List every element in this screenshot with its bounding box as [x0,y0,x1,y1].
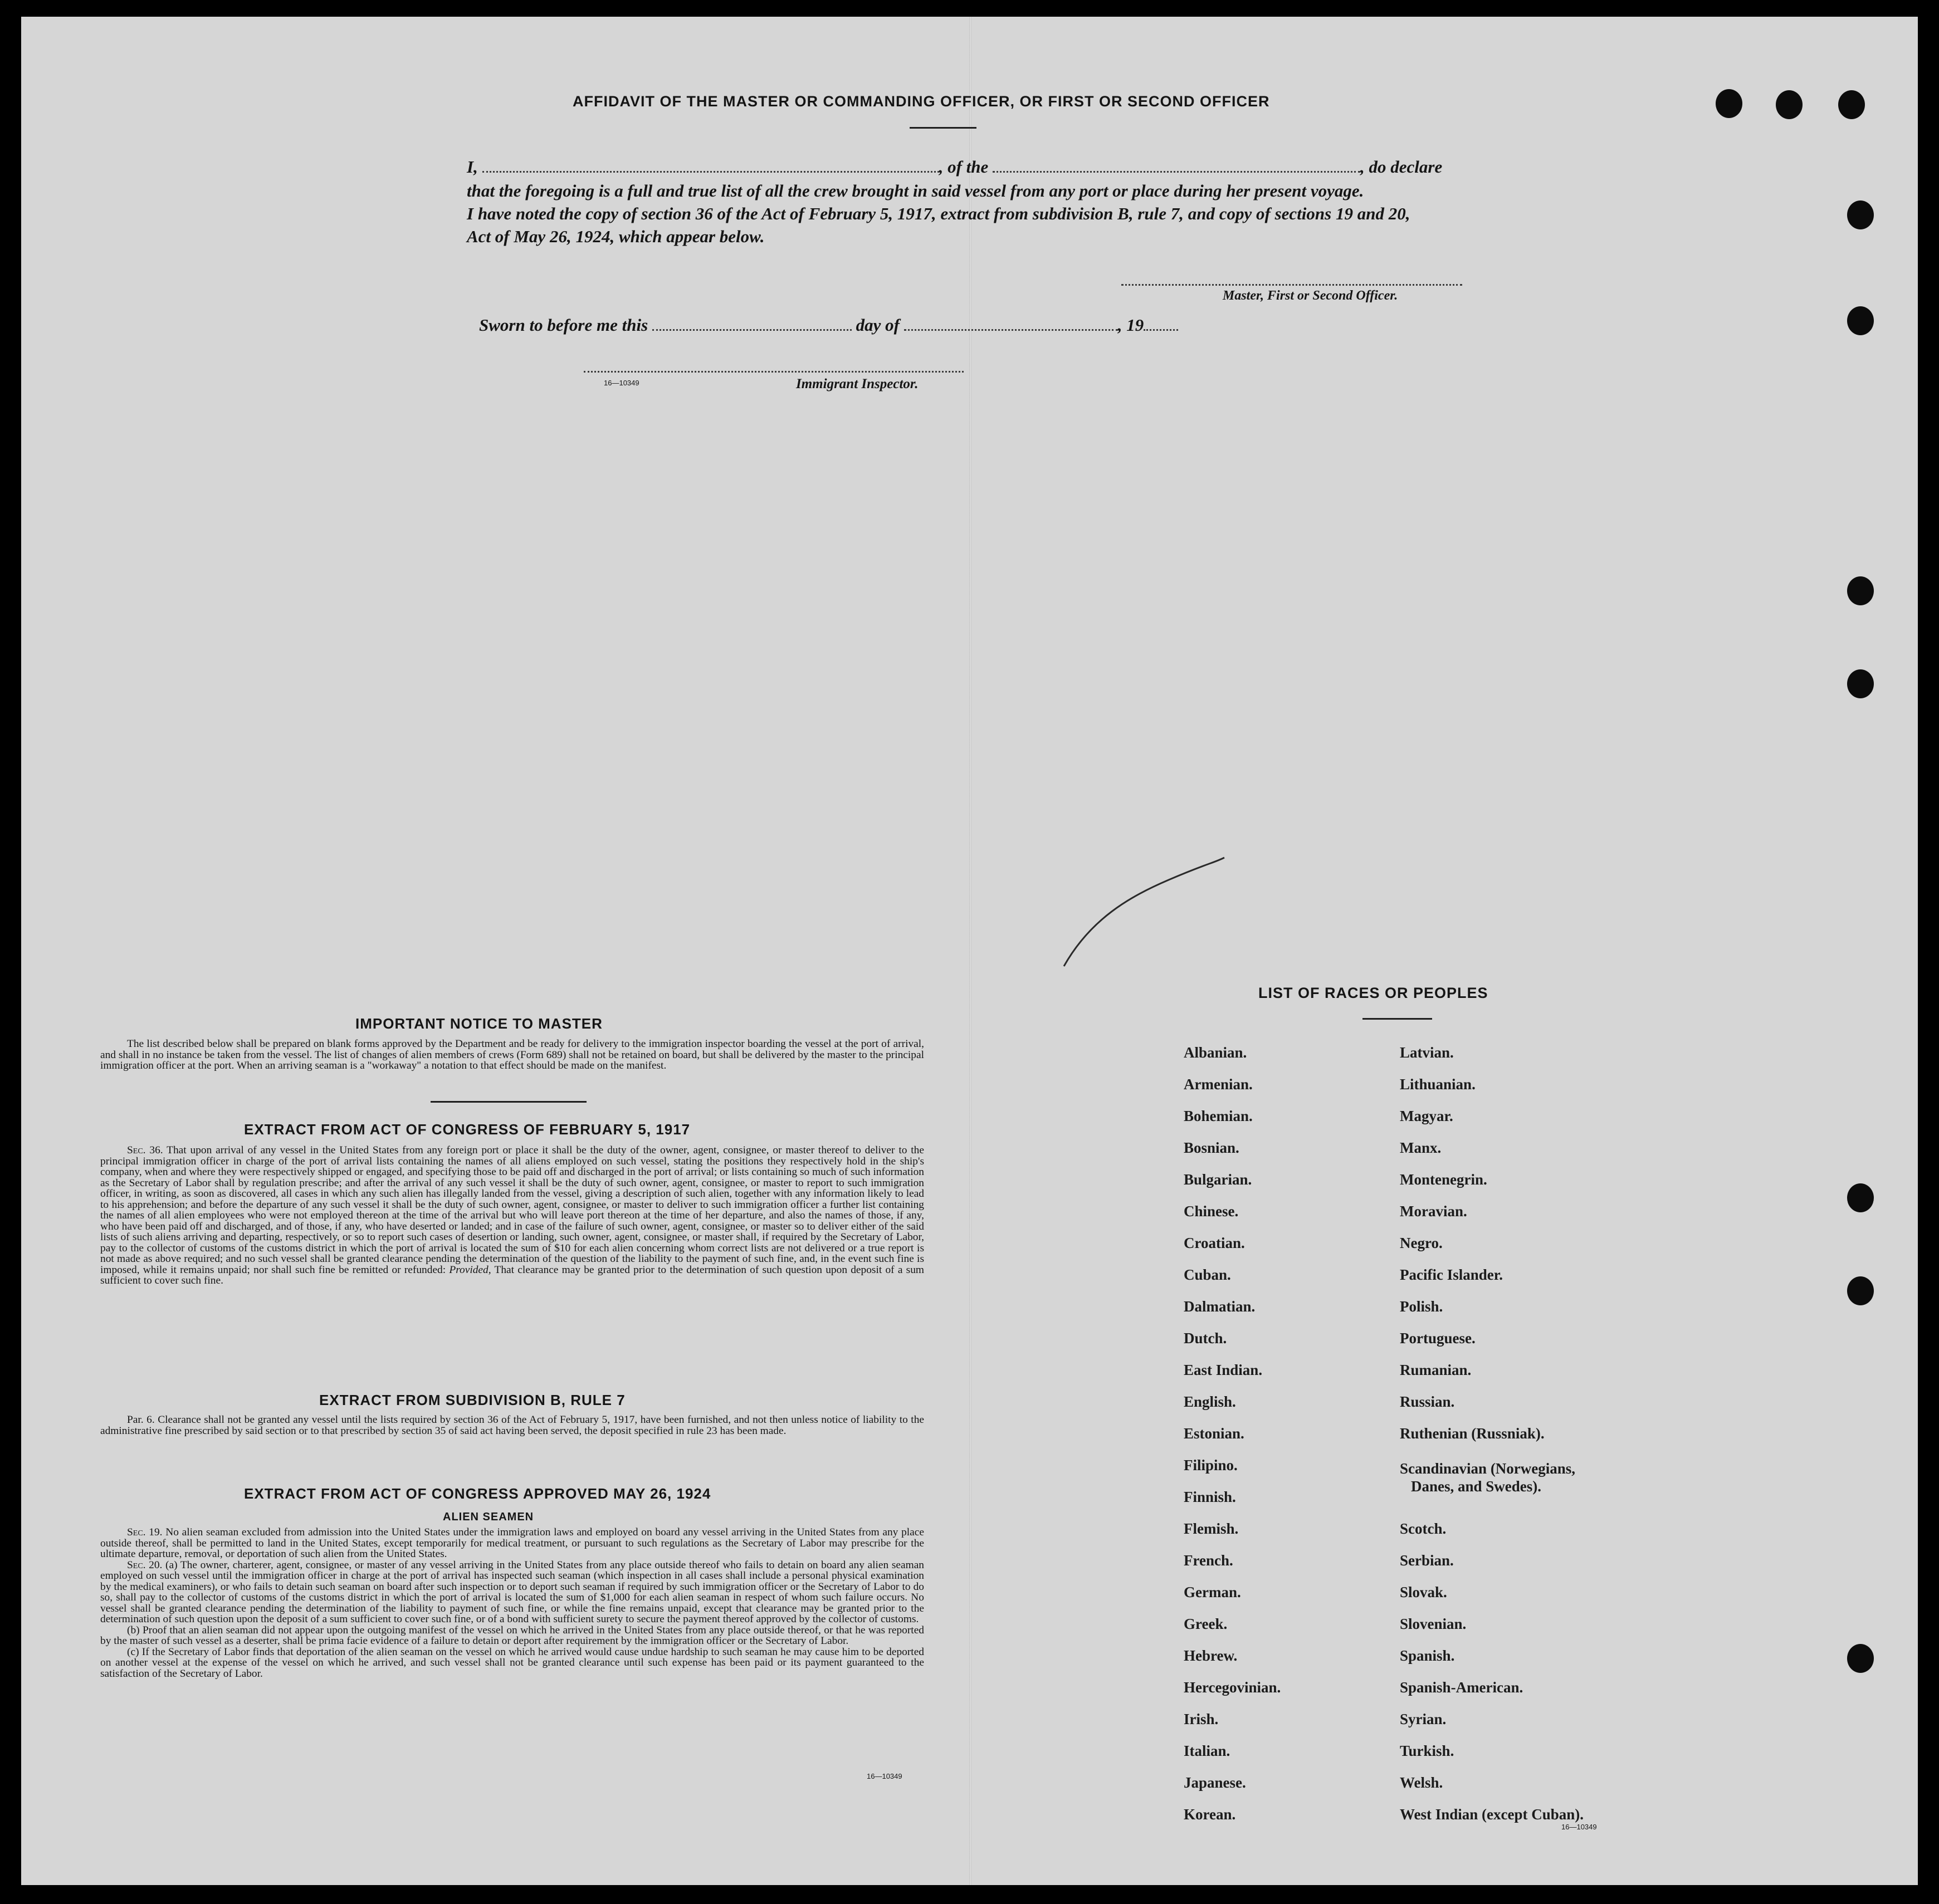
race-item: Latvian. [1400,1044,1454,1061]
sworn-day-of: day of [856,315,900,335]
races-title: LIST OF RACES OR PEOPLES [1258,985,1488,1001]
extract-1917-paragraph [100,1145,924,1286]
extract-form-number: 16—10349 [867,1772,902,1780]
punch-hole [1847,1183,1874,1212]
affidavit-declare: , do declare [1360,157,1443,177]
race-item: Spanish. [1400,1647,1455,1664]
extract-1917-text [100,1145,924,1286]
extract-1924-title: EXTRACT FROM ACT OF CONGRESS APPROVED MAY 26, 1924 [244,1485,711,1502]
notice-text [100,1039,924,1071]
sec36-text: That upon arrival of any vessel in the United States from any foreign port or place it shall be the duty of the owner, agent, consignee, or master thereof to deliver to the principal immigration officer in charge of the port of arrival lists containing the names of all aliens employed on such vessel, stating the positions they respectively hold in the ship's company, when and where they were respectively shipped or engaged, and specifying those to be paid off and discharged in the port of arrival; or lists containing so much of such information as the Secretary of Labor shall by regulation prescribe; and after the arrival of any such vessel it shall be the duty of such owner, agent, consignee, or master to report to such immigration officer, in writing, as soon as discovered, all cases in which any such alien has illegally landed from the vessel, giving a description of such alien, together with any information likely to lead to his apprehension; and before the departure of any such vessel it shall be the duty of such owner, agent, consignee, or master to deliver to such immigration officer a further list containing the names of all alien employees who were not employed thereon at the time of the arrival but who will leave port thereon at the time of her departure, and also the names of those, if any, who have been paid off and discharged, and of those, if any, who have deserted or landed; and in case of the failure of such owner, agent, consignee, or master so to deliver either of the said lists of such aliens arriving and departing, respectively, or so to report such cases of desertion or landing, such owner, agent, consignee, or master shall, if required by the Secretary of Labor, pay to the collector of customs of the customs district in which the port of arrival is located the sum of $10 for each alien concerning whom correct lists are not delivered or a true report is not made as above required; and no such vessel shall be granted clearance pending the determination of the question of the liability to the payment of such fine, and, in the event such fine is imposed, while it remains unpaid; nor shall such fine be remitted or refunded: [100,1144,924,1276]
extract-rule7-text [100,1414,924,1436]
race-item: Montenegrin. [1400,1171,1487,1188]
race-item: Spanish-American. [1400,1679,1523,1696]
sec19-paragraph [100,1527,924,1560]
affidavit-line-2: that the foregoing is a full and true list of all the crew brought in said vessel from any port or place during her present voyage. [467,181,1364,200]
punch-hole [1716,89,1742,118]
vessel-field[interactable] [993,159,1360,173]
affidavit-line-1 [467,157,1442,177]
inspector-signature-line[interactable] [584,371,964,373]
extract-rule7-title: EXTRACT FROM SUBDIVISION B, RULE 7 [319,1392,626,1408]
sec20-label: Sec. 20. [127,1559,163,1571]
signature-caption: Master, First or Second Officer. [1223,288,1398,303]
inspector-caption: Immigrant Inspector. [796,376,919,391]
sworn-day-field[interactable] [652,317,852,331]
signature-line[interactable] [1121,284,1462,286]
race-item: Syrian. [1400,1711,1447,1727]
sworn-year-field[interactable] [1144,317,1178,331]
extract-1924-text [100,1527,924,1679]
race-item: Portuguese. [1400,1330,1476,1347]
race-item: Finnish. [1184,1489,1236,1505]
extract-rule7-paragraph: Par. 6. Clearance shall not be granted any vessel until the lists required by section 36 of the Act of February 5, 1917, have been furnished, and not then unless notice of liability to the administrative fine prescribed by said section or to that prescribed by section 35 of said act having been served, the deposit specified in rule 23 has been made. [100,1414,924,1437]
race-item: Filipino. [1184,1457,1238,1474]
race-item: German. [1184,1584,1241,1600]
race-item: Welsh. [1400,1774,1443,1791]
race-item: Slovak. [1400,1584,1447,1600]
race-item: Estonian. [1184,1425,1244,1442]
race-item: Ruthenian (Russniak). [1400,1425,1545,1442]
race-item: Moravian. [1400,1203,1467,1220]
sworn-line [479,315,1178,335]
races-form-number: 16—10349 [1561,1823,1597,1831]
punch-hole [1847,576,1874,605]
race-item: Cuban. [1184,1266,1231,1283]
race-item: Chinese. [1184,1203,1239,1220]
section-rule [431,1101,587,1103]
punch-hole [1776,90,1803,119]
race-item: Pacific Islander. [1400,1266,1503,1283]
race-item: Magyar. [1400,1108,1453,1124]
race-item: Bulgarian. [1184,1171,1252,1188]
race-item: Greek. [1184,1616,1228,1632]
punch-hole [1847,200,1874,229]
provided-word: Provided, [449,1264,491,1276]
race-item: Scandinavian (Norwegians, [1400,1460,1576,1477]
race-item: Bohemian. [1184,1108,1253,1124]
sec20a-paragraph [100,1560,924,1625]
affidavit-title: AFFIDAVIT OF THE MASTER OR COMMANDING OFFICER, OR FIRST OR SECOND OFFICER [573,93,1270,110]
race-item: Bosnian. [1184,1139,1239,1156]
notice-title: IMPORTANT NOTICE TO MASTER [355,1015,603,1032]
race-item: French. [1184,1552,1233,1569]
race-item: Korean. [1184,1806,1236,1823]
affidavit-line-4: Act of May 26, 1924, which appear below. [467,227,765,246]
punch-hole [1847,669,1874,698]
race-item: Hebrew. [1184,1647,1238,1664]
sec36-text-end: That clearance may be granted prior to the determination of such question upon deposit of a sum sufficient to cover such fine. [100,1264,924,1286]
sec19-label: Sec. 19. [127,1526,163,1538]
extract-1924-subtitle: ALIEN SEAMEN [443,1511,534,1523]
race-item: Flemish. [1184,1520,1239,1537]
sec36-label: Sec. 36. [127,1144,163,1156]
race-item: Polish. [1400,1298,1443,1315]
race-item: Japanese. [1184,1774,1246,1791]
race-item: Armenian. [1184,1076,1253,1093]
affidavit-of-the: , of the [939,157,989,177]
affidavit-i: I, [467,157,478,177]
race-item: Turkish. [1400,1743,1454,1759]
title-rule [910,127,976,129]
race-item: Scotch. [1400,1520,1447,1537]
race-item: Slovenian. [1400,1616,1467,1632]
race-item: Lithuanian. [1400,1076,1476,1093]
sec20b-paragraph: (b) Proof that an alien seaman did not appear upon the outgoing manifest of the vessel on which he arrived in the United States from any place outside thereof, or that he was reported by the master of such vessel as a deserter, shall be prima facie evidence of a failure to detain or deport after requirement by the immigration officer or the Secretary of Labor. [100,1624,924,1647]
affidavit-form-number: 16—10349 [604,379,639,387]
pen-mark [1057,841,1235,975]
punch-hole [1847,1276,1874,1305]
sworn-prefix: Sworn to before me this [479,315,648,335]
race-item: Negro. [1400,1235,1443,1251]
races-rule [1362,1018,1432,1020]
race-item: Russian. [1400,1393,1455,1410]
race-item: Hercegovinian. [1184,1679,1281,1696]
sworn-month-field[interactable] [904,317,1118,331]
race-item: East Indian. [1184,1362,1263,1378]
race-item: Dalmatian. [1184,1298,1256,1315]
race-item: English. [1184,1393,1236,1410]
race-item: Croatian. [1184,1235,1245,1251]
notice-paragraph: The list described below shall be prepared on blank forms approved by the Department and be ready for delivery to the immigration inspector boarding the vessel at the port of arrival, and shall in no instance be taken from the vessel. The list of changes of alien members of crews (Form 689) shall not be retained on board, but shall be delivered by the master to the principal immigration officer at the port. When an arriving seaman is a "workaway" a notation to that effect should be made on the manifest. [100,1038,924,1071]
document-page [21,17,1918,1885]
punch-hole [1838,90,1865,119]
race-item: West Indian (except Cuban). [1400,1806,1584,1823]
race-item: Albanian. [1184,1044,1247,1061]
race-item: Irish. [1184,1711,1219,1727]
race-item: Manx. [1400,1139,1442,1156]
sworn-year: , 19 [1117,315,1144,335]
affidavit-line-3: I have noted the copy of section 36 of the Act of February 5, 1917, extract from subdivision B, rule 7, and copy of sections 19 and 20, [467,204,1410,223]
punch-hole [1847,1644,1874,1673]
race-item: Rumanian. [1400,1362,1472,1378]
race-item: Danes, and Swedes). [1411,1478,1542,1495]
race-item: Serbian. [1400,1552,1454,1569]
race-item: Italian. [1184,1743,1230,1759]
name-field[interactable] [482,159,939,173]
sec20a-text: (a) The owner, charterer, agent, consignee, or master of any vessel arriving in the United States from any place outside thereof who fails to detain on board any alien seaman employed on such vessel until the immigration officer in charge at the port of arrival has inspected such seaman (which inspection in all cases shall include a personal physical examination by the medical examiners), or who fails to detain such seaman on board after such inspection or to deport such seaman if required by such immigration officer or the Secretary of Labor to do so, shall pay to the collector of customs of the customs district in which the port of arrival is located the sum of $1,000 for each alien seaman in respect of whom such failure occurs. No vessel shall be granted clearance pending the determination of the liability to payment of such fine, or while the fine remains unpaid, except that clearance may be granted prior to the determination of such question upon the deposit of a sum sufficient to cover such fine, or of a bond with sufficient surety to secure the payment thereof approved by the collector of customs. [100,1559,924,1625]
extract-1917-title: EXTRACT FROM ACT OF CONGRESS OF FEBRUARY 5, 1917 [244,1121,691,1138]
sec19-text: No alien seaman excluded from admission into the United States under the immigration laws and employed on board any vessel arriving in the United States from any place outside thereof, shall be permitted to land in the United States, except temporarily for medical treatment, or pursuant to such regulations as the Secretary of Labor may prescribe for the ultimate departure, removal, or deportation of such alien from the United States. [100,1526,924,1560]
race-item: Dutch. [1184,1330,1227,1347]
punch-hole [1847,306,1874,335]
sec20c-paragraph: (c) If the Secretary of Labor finds that deportation of the alien seaman on the vessel on which he arrived would cause undue hardship to such seaman he may cause him to be deported on another vessel at the expense of the vessel on which he arrived, and such vessel shall not be granted clearance until such expense has been paid or its payment guaranteed to the satisfaction of the Secretary of Labor. [100,1646,924,1680]
center-fold [969,17,971,1885]
